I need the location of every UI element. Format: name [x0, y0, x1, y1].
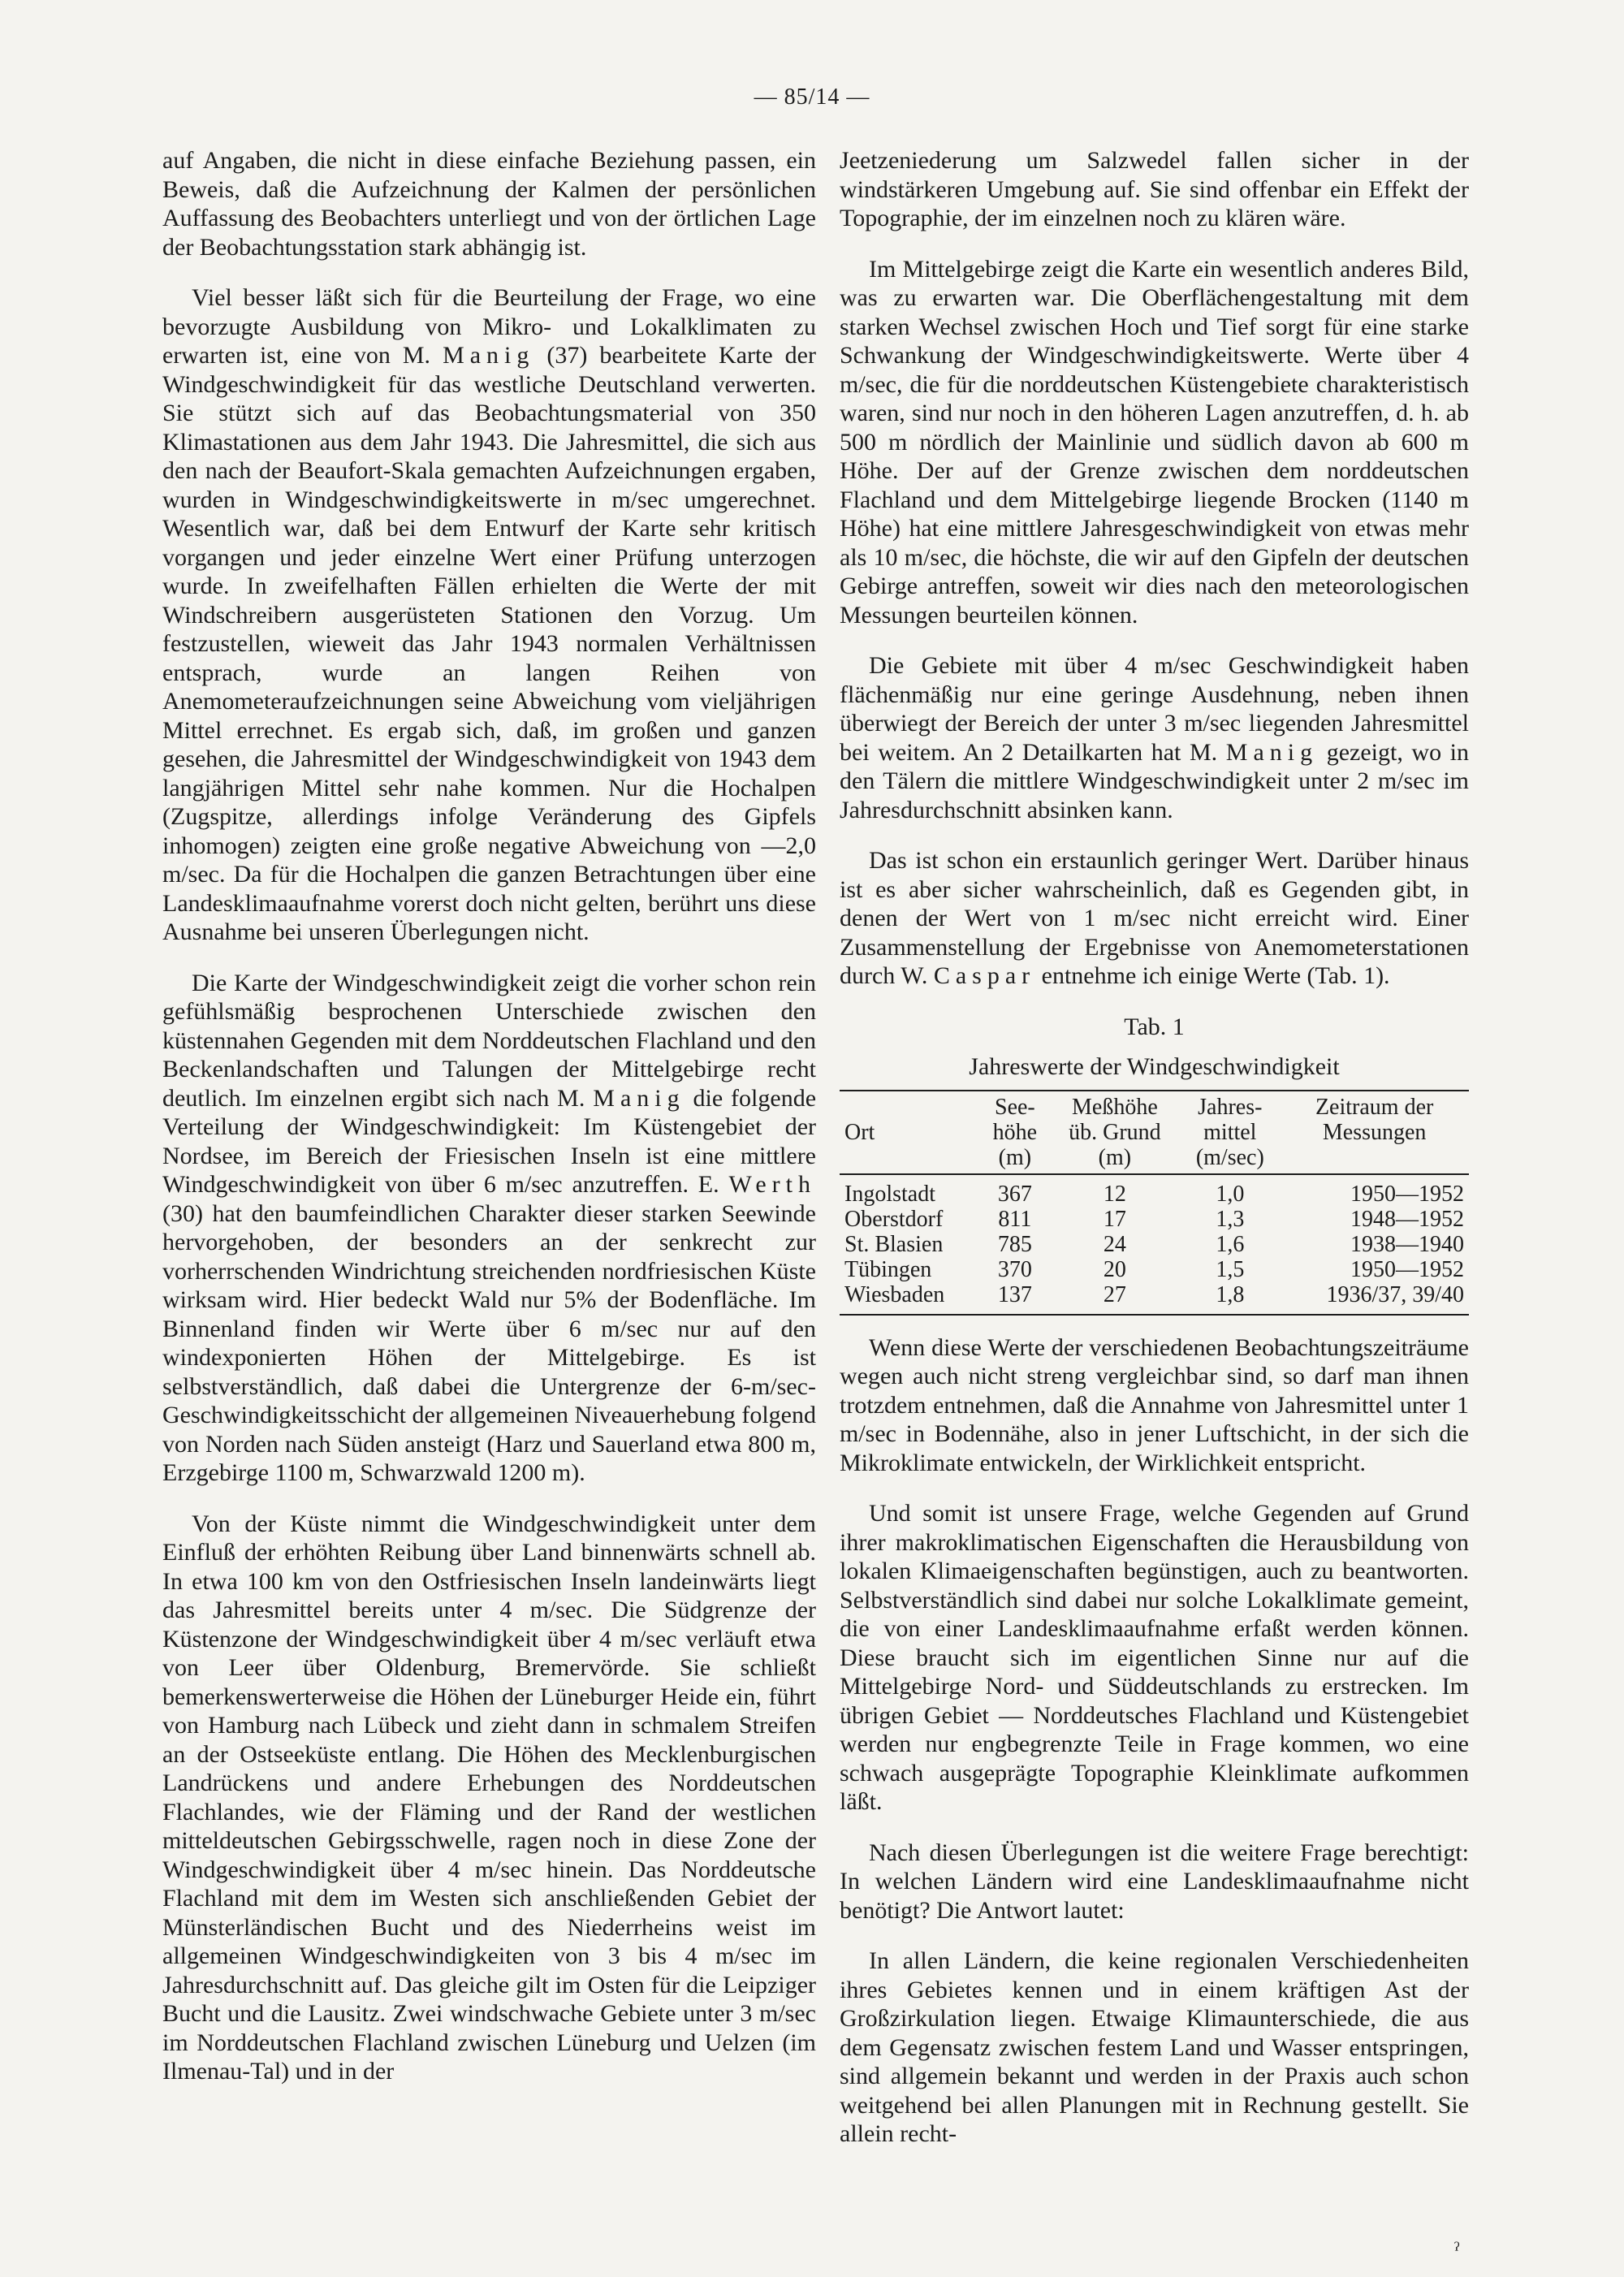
- author-name: Manig: [443, 342, 535, 369]
- table-row: [840, 1282, 1469, 1315]
- header-line: üb. Grund: [1069, 1119, 1161, 1145]
- cell-seehoehe: 785: [997, 1231, 1032, 1257]
- header-line: (m): [998, 1144, 1032, 1170]
- paragraph-text: Die Gebiete mit über 4 m/sec Geschwindigkeit haben flächenmäßig nur eine geringe Ausdehnung, neben ihnen überwiegt der Bereich der unter 3 m/sec liegenden Jahresmittel bei weitem. An 2 Detailkarten hat M.: [840, 652, 1469, 766]
- cell-mittel: 1,8: [1216, 1281, 1245, 1307]
- cell-mittel: 1,5: [1216, 1256, 1245, 1282]
- header-line: Zeitraum der: [1315, 1094, 1434, 1120]
- table-row: [840, 1257, 1469, 1282]
- paragraph-text: gezeigt, wo in den Tälern die mittlere Windgeschwindigkeit unter 2 m/sec im Jahresdurchschnitt absinken kann.: [840, 738, 1470, 823]
- paragraph: [840, 846, 1469, 991]
- cell-mittel: 1,0: [1216, 1181, 1245, 1207]
- page-number: — 85/14 —: [754, 84, 870, 110]
- table-row: [840, 1207, 1469, 1232]
- wind-speed-table: [840, 1090, 1469, 1316]
- paragraph: [840, 651, 1469, 824]
- paragraph: Jeetzeniederung um Salzwedel fallen sicher in der windstärkeren Umgebung auf. Sie sind offenbar ein Effekt der Topographie, der im einzelnen noch zu klären wäre.: [840, 147, 1469, 231]
- cell-messhoehe: 24: [1103, 1231, 1126, 1257]
- header-seehoehe: [980, 1091, 1049, 1174]
- header-line: höhe: [992, 1119, 1038, 1145]
- cell-ort: Ingolstadt: [844, 1181, 935, 1207]
- paragraph-text: Die Karte der Windgeschwindigkeit zeigt die vorher schon rein gefühlsmäßig besprochenen Unterschiede zwischen den küstennahen Gegenden mit dem Norddeutschen Flachland und den Beckenlandschaften und Talungen der Mittelgebirge recht deutlich. Im einzelnen ergibt sich nach M.: [162, 969, 816, 1112]
- paragraph: auf Angaben, die nicht in diese einfache Beziehung passen, ein Beweis, daß die Aufzeichnung der Kalmen der persönlichen Auffassung des Beobachters unterliegt und von der örtlichen Lage der Beobachtungsstation stark abhängig ist.: [162, 147, 816, 261]
- cell-seehoehe: 137: [997, 1281, 1032, 1307]
- cell-ort: Wiesbaden: [844, 1281, 945, 1307]
- table-header-row: [840, 1091, 1469, 1174]
- cell-zeitraum: 1948—1952: [1350, 1206, 1464, 1232]
- cell-messhoehe: 20: [1103, 1256, 1126, 1282]
- cell-seehoehe: 367: [997, 1181, 1032, 1207]
- header-zeitraum: [1280, 1091, 1469, 1174]
- paragraph-text: Viel besser läßt sich für die Beurteilung der Frage, wo eine bevorzugte Ausbildung von Mikro- und Lokalklimaten zu erwarten ist, eine von M.: [162, 284, 816, 369]
- author-name: Werth: [728, 1171, 816, 1198]
- paragraph-text: Das ist schon ein erstaunlich geringer Wert. Darüber hinaus ist es aber sicher wahrscheinlich, daß es Gegenden gibt, in denen der Wert von 1 m/sec nicht erreicht wird. Einer Zusammenstellung der Ergebnisse von Anemometerstationen durch W.: [840, 847, 1469, 989]
- paragraph: Und somit ist unsere Frage, welche Gegenden auf Grund ihrer makroklimatischen Eigenschaften die Herausbildung von lokalen Klimaeigenschaften begünstigen, auch zu beantworten. Selbstverständlich sind dabei nur solche Lokalklimate gemeint, die von einer Landesklimaaufnahme erfaßt werden können. Diese braucht sich im eigentlichen Sinne nur auf die Mittelgebirge Nord- und Süddeutschlands zu erstrecken. Im übrigen Gebiet — Norddeutsches Flachland und Küstengebiet werden nur engbegrenzte Teile in Frage kommen, wo eine schwach ausgeprägte Topographie Kleinklimate aufkommen läßt.: [840, 1500, 1469, 1815]
- cell-messhoehe: 17: [1103, 1206, 1126, 1232]
- header-line: (m/sec): [1195, 1144, 1264, 1170]
- cell-ort: Oberstdorf: [844, 1206, 944, 1232]
- paragraph: Von der Küste nimmt die Windgeschwindigkeit unter dem Einfluß der erhöhten Reibung über Land binnenwärts schnell ab. In etwa 100 km von den Ostfriesischen Inseln landeinwärts liegt das Jahresmittel bereits unter 4 m/sec. Die Südgrenze der Küstenzone der Windgeschwindigkeit über 4 m/sec verläuft etwa von Leer über Oldenburg, Bremervörde. Sie schließt bemerkenswerterweise die Höhen der Lüneburger Heide ein, führt von Hamburg nach Lübeck und zieht dann in schmalem Streifen an der Ostseeküste entlang. Die Höhen des Mecklenburgischen Landrückens und andere Erhebungen des Norddeutschen Flachlandes, wie der Fläming und der Rand der westlichen mitteldeutschen Gebirgsschwelle, ragen noch in diese Zone der Windgeschwindigkeit über 4 m/sec hinein. Das Norddeutsche Flachland mit dem im Westen sich anschließenden Gebiet der Münsterländischen Bucht und des Niederrheins weist im allgemeinen Windgeschwindigkeiten von 3 bis 4 m/sec im Jahresdurchschnitt auf. Das gleiche gilt im Osten für die Leipziger Bucht und die Lausitz. Zwei windschwache Gebiete unter 3 m/sec im Norddeutschen Flachland zwischen Lüneburg und Uelzen (im Ilmenau-Tal) und in der: [162, 1510, 816, 2085]
- cell-ort: St. Blasien: [844, 1231, 944, 1257]
- cell-zeitraum: 1938—1940: [1350, 1231, 1464, 1257]
- author-name: Caspar: [933, 962, 1036, 989]
- paragraph-text: entnehme ich einige Werte (Tab. 1).: [1041, 962, 1390, 989]
- header-line: mittel: [1203, 1119, 1257, 1145]
- header-ort: Ort: [844, 1119, 875, 1145]
- table-caption: Tab. 1: [1124, 1013, 1185, 1040]
- header-line: Jahres-: [1198, 1094, 1263, 1120]
- header-line: Meßhöhe: [1072, 1094, 1158, 1120]
- cell-mittel: 1,3: [1216, 1206, 1245, 1232]
- table-title: Jahreswerte der Windgeschwindigkeit: [969, 1053, 1340, 1080]
- cell-zeitraum: 1950—1952: [1350, 1181, 1464, 1207]
- paragraph: In allen Ländern, die keine regionalen Verschiedenheiten ihres Gebietes kennen und in einem kräftigen Ast der Großzirkulation liegen. Etwaige Klimaunterschiede, die aus dem Gegensatz zwischen festem Land und Wasser entspringen, sind allgemein bekannt und werden in der Praxis auch schon weitgehend bei allen Planungen mit in Rechnung gestellt. Sie allein recht-: [840, 1947, 1469, 2147]
- cell-messhoehe: 12: [1103, 1181, 1126, 1207]
- header-jahresmittel: [1180, 1091, 1280, 1174]
- table-row: [840, 1174, 1469, 1207]
- corner-mark: ˀ: [1454, 2238, 1460, 2262]
- paragraph: [162, 283, 816, 947]
- paragraph: Im Mittelgebirge zeigt die Karte ein wesentlich anderes Bild, was zu erwarten war. Die Oberflächengestaltung mit dem starken Wechsel zwischen Hoch und Tief sorgt für eine starke Schwankung der Windgeschwindigkeitswerte. Werte über 4 m/sec, die für die norddeutschen Küstengebiete charakteristisch waren, sind nur noch in den höheren Lagen anzutreffen, d. h. ab 500 m nördlich der Mainlinie und südlich davon ab 600 m Höhe. Der auf der Grenze zwischen dem norddeutschen Flachland und dem Mittelgebirge liegende Brocken (1140 m Höhe) hat eine mittlere Jahresgeschwindigkeit von etwas mehr als 10 m/sec, die höchste, die wir auf den Gipfeln der deutschen Gebirge antreffen, soweit wir dies nach den meteorologischen Messungen beurteilen können.: [840, 255, 1469, 629]
- cell-ort: Tübingen: [844, 1256, 932, 1282]
- cell-seehoehe: 370: [997, 1256, 1032, 1282]
- left-column: [162, 146, 816, 2108]
- paragraph-text: die folgende Verteilung der Windgeschwindigkeit: Im Küstengebiet der Nordsee, im Bereich der Friesischen Inseln ist eine mittlere Windgeschwindigkeit von über 6 m/sec anzutreffen. E.: [162, 1084, 817, 1198]
- paragraph: [162, 969, 816, 1488]
- table-row: [840, 1232, 1469, 1257]
- author-name: Manig: [1225, 738, 1319, 766]
- header-line: (m): [1098, 1144, 1132, 1170]
- right-column: [840, 146, 1469, 2171]
- author-name: Manig: [593, 1084, 685, 1112]
- cell-zeitraum: 1950—1952: [1350, 1256, 1464, 1282]
- paragraph-text: (30) hat den baumfeindlichen Charakter dieser starken Seewinde hervorgehoben, der besonders an der senkrecht zur vorherrschenden Windrichtung streichenden nordfriesischen Küste wirksam wird. Hier bedeckt Wald nur 5% der Bodenfläche. Im Binnenland finden wir Werte über 6 m/sec nur auf den windexponierten Höhen der Mittelgebirge. Es ist selbstverständlich, daß dabei die Untergrenze der 6-m/sec-Geschwindigkeitsschicht der allgemeinen Niveauerhebung folgend von Norden nach Süden ansteigt (Harz und Sauerland etwa 800 m, Erzgebirge 1100 m, Schwarzwald 1200 m).: [162, 1199, 816, 1486]
- header-line: Messungen: [1322, 1119, 1427, 1145]
- paragraph: Wenn diese Werte der verschiedenen Beobachtungszeiträume wegen auch nicht streng vergleichbar sind, so darf man ihnen trotzdem entnehmen, daß die Annahme von Jahresmittel unter 1 m/sec in Bodennähe, also in jener Luftschicht, in der sich die Mikroklimate entwickeln, der Wirklichkeit entspricht.: [840, 1333, 1469, 1476]
- header-messhoehe: [1049, 1091, 1180, 1174]
- cell-messhoehe: 27: [1103, 1281, 1126, 1307]
- paragraph: Nach diesen Überlegungen ist die weitere Frage berechtigt: In welchen Ländern wird eine Landesklimaaufnahme nicht benötigt? Die Antwort lautet:: [840, 1838, 1469, 1924]
- cell-mittel: 1,6: [1216, 1231, 1245, 1257]
- cell-zeitraum: 1936/37, 39/40: [1326, 1281, 1464, 1307]
- paragraph-text: (37) bearbeitete Karte der Windgeschwindigkeit für das westliche Deutschland verwerten. Sie stützt sich auf das Beobachtungsmaterial von 350 Klimastationen aus dem Jahr 1943. Die Jahresmittel, die sich aus den nach der Beaufort-Skala gemachten Aufzeichnungen ergaben, wurden in Windgeschwindigkeitswerte in m/sec umgerechnet. Wesentlich war, daß bei dem Entwurf der Karte sehr kritisch vorgangen und jeder einzelne Wert einer Prüfung unterzogen wurde. In zweifelhaften Fällen erhielten die Werte der mit Windschreibern ausgerüsteten Stationen den Vorzug. Um festzustellen, wieweit das Jahr 1943 normalen Verhältnissen entsprach, wurde an langen Reihen von Anemometeraufzeichnungen seine Abweichung vom vieljährigen Mittel errechnet. Es ergab sich, daß, im großen und ganzen gesehen, die Jahresmittel der Windgeschwindigkeit von 1943 dem langjährigen Mittel sehr nahe kommen. Nur die Hochalpen (Zugspitze, allerdings infolge Veränderung des Gipfels inhomogen) zeigten eine große negative Abweichung von —2,0 m/sec. Da für die Hochalpen die ganzen Betrachtungen über eine Landesklimaaufnahme vorerst doch nicht gelten, berührt uns diese Ausnahme bei unseren Überlegungen nicht.: [162, 342, 816, 945]
- header-line: See-: [995, 1094, 1035, 1120]
- cell-seehoehe: 811: [998, 1206, 1032, 1232]
